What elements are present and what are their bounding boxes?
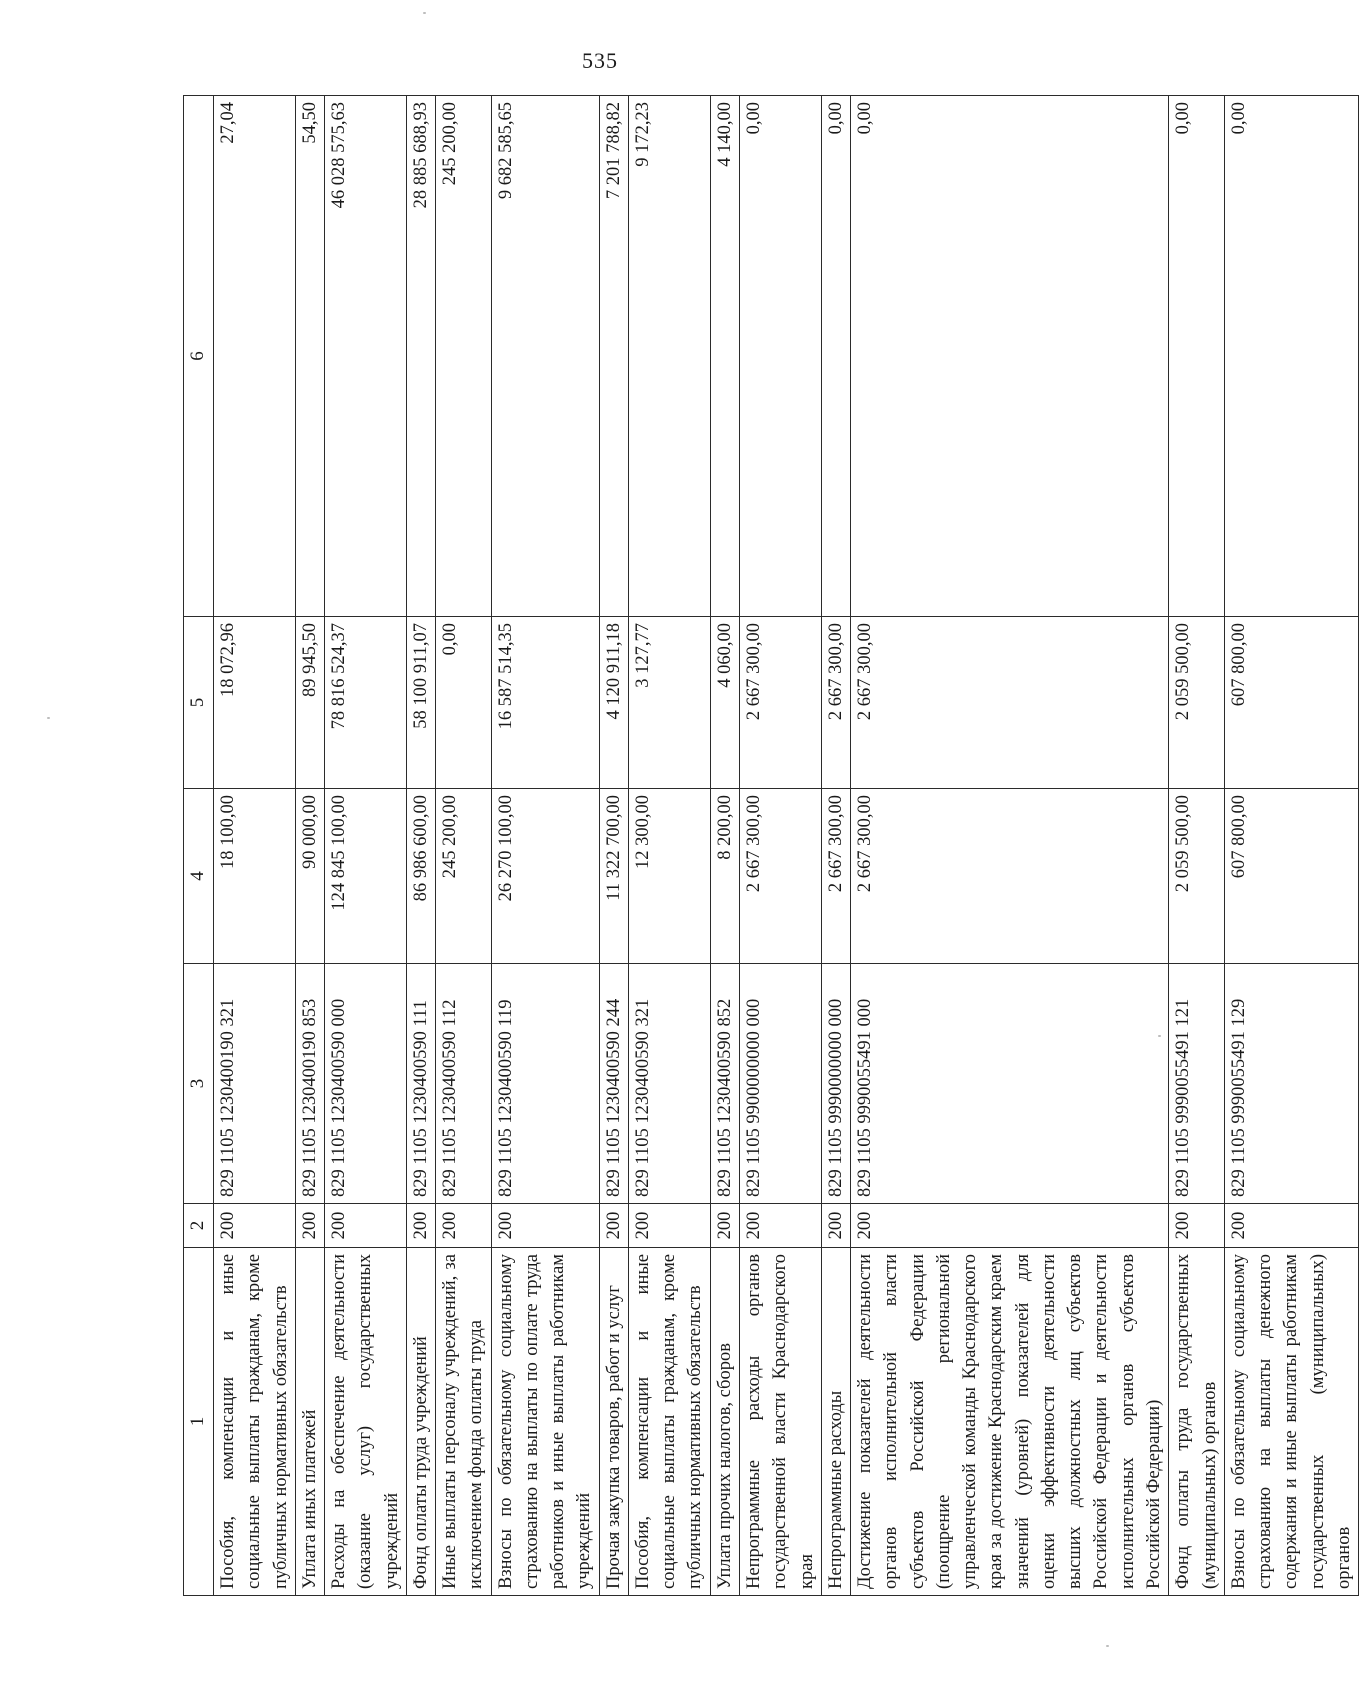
table-row bbox=[406, 96, 435, 1596]
page-number: 535 bbox=[582, 48, 618, 73]
table-row bbox=[821, 96, 850, 1596]
row-fact: 607 800,00 bbox=[1224, 617, 1358, 789]
table-row bbox=[436, 96, 492, 1596]
header-row bbox=[184, 96, 214, 1596]
row-kbk: 829 1105 1230400590 111 bbox=[406, 964, 435, 1204]
table-row bbox=[1224, 96, 1358, 1596]
row-rest: 28 885 688,93 bbox=[406, 96, 435, 617]
scan-speck bbox=[47, 717, 50, 719]
row-plan: 11 322 700,00 bbox=[599, 789, 628, 964]
row-kbk: 829 1105 1230400590 112 bbox=[436, 964, 492, 1204]
row-kbk: 829 1105 9990055491 000 bbox=[851, 964, 1169, 1204]
row-code: 200 bbox=[213, 1204, 295, 1248]
row-kbk: 829 1105 9990055491 121 bbox=[1169, 964, 1225, 1204]
row-fact: 2 667 300,00 bbox=[851, 617, 1169, 789]
row-name: Фонд оплаты труда учреждений bbox=[406, 1248, 435, 1596]
header-col-3: 3 bbox=[184, 964, 214, 1204]
table-row bbox=[1169, 96, 1225, 1596]
row-rest: 46 028 575,63 bbox=[325, 96, 407, 617]
row-kbk: 829 1105 9990000000 000 bbox=[821, 964, 850, 1204]
row-rest: 27,04 bbox=[213, 96, 295, 617]
header-col-6: 6 bbox=[184, 96, 214, 617]
row-code: 200 bbox=[436, 1204, 492, 1248]
row-fact: 2 059 500,00 bbox=[1169, 617, 1225, 789]
row-rest: 0,00 bbox=[821, 96, 850, 617]
row-name: Расходы на обеспечение деятельности (оказание услуг) государственных учреждений bbox=[325, 1248, 407, 1596]
row-plan: 2 667 300,00 bbox=[851, 789, 1169, 964]
row-name: Взносы по обязательному социальному страхованию на выплаты по оплате труда работников и иные выплаты работникам учреждений bbox=[491, 1248, 599, 1596]
row-plan: 8 200,00 bbox=[710, 789, 739, 964]
table-row bbox=[851, 96, 1169, 1596]
row-name: Взносы по обязательному социальному страхованию на выплаты денежного содержания и иные выплаты работникам государственных (муниципальных) органов bbox=[1224, 1248, 1358, 1596]
row-kbk: 829 1105 1230400190 321 bbox=[213, 964, 295, 1204]
row-code: 200 bbox=[325, 1204, 407, 1248]
row-name: Уплата иных платежей bbox=[295, 1248, 324, 1596]
row-name: Прочая закупка товаров, работ и услуг bbox=[599, 1248, 628, 1596]
table-row bbox=[491, 96, 599, 1596]
row-plan: 245 200,00 bbox=[436, 789, 492, 964]
row-code: 200 bbox=[740, 1204, 822, 1248]
row-kbk: 829 1105 1230400190 853 bbox=[295, 964, 324, 1204]
row-plan: 124 845 100,00 bbox=[325, 789, 407, 964]
row-plan: 2 059 500,00 bbox=[1169, 789, 1225, 964]
row-kbk: 829 1105 9900000000 000 bbox=[740, 964, 822, 1204]
row-kbk: 829 1105 1230400590 119 bbox=[491, 964, 599, 1204]
row-kbk: 829 1105 1230400590 244 bbox=[599, 964, 628, 1204]
row-fact: 4 120 911,18 bbox=[599, 617, 628, 789]
budget-table bbox=[183, 95, 1359, 1596]
header-col-2: 2 bbox=[184, 1204, 214, 1248]
row-plan: 86 986 600,00 bbox=[406, 789, 435, 964]
row-code: 200 bbox=[710, 1204, 739, 1248]
row-plan: 2 667 300,00 bbox=[821, 789, 850, 964]
row-name: Пособия, компенсации и иные социальные выплаты гражданам, кроме публичных нормативных обязательств bbox=[213, 1248, 295, 1596]
row-plan: 12 300,00 bbox=[628, 789, 710, 964]
row-code: 200 bbox=[851, 1204, 1169, 1248]
row-fact: 3 127,77 bbox=[628, 617, 710, 789]
row-fact: 18 072,96 bbox=[213, 617, 295, 789]
table-row bbox=[213, 96, 295, 1596]
row-code: 200 bbox=[1169, 1204, 1225, 1248]
row-plan: 18 100,00 bbox=[213, 789, 295, 964]
table-row bbox=[599, 96, 628, 1596]
row-rest: 0,00 bbox=[1224, 96, 1358, 617]
row-code: 200 bbox=[599, 1204, 628, 1248]
row-rest: 0,00 bbox=[740, 96, 822, 617]
header-col-5: 5 bbox=[184, 617, 214, 789]
table-row bbox=[628, 96, 710, 1596]
row-name: Пособия, компенсации и иные социальные выплаты гражданам, кроме публичных нормативных обязательств bbox=[628, 1248, 710, 1596]
table-row bbox=[295, 96, 324, 1596]
row-plan: 90 000,00 bbox=[295, 789, 324, 964]
table-row bbox=[710, 96, 739, 1596]
row-rest: 9 682 585,65 bbox=[491, 96, 599, 617]
row-plan: 607 800,00 bbox=[1224, 789, 1358, 964]
row-rest: 9 172,23 bbox=[628, 96, 710, 617]
row-name: Достижение показателей деятельности органов исполнительной власти субъектов Российской Федерации (поощрение региональной управленческой команды Краснодарского края за достижение Краснодарским краем значений (уровней) показателей для оценки эффективности деятельности высших должностных лиц субъектов Российской Федерации и деятельности исполнительных органов субъектов Российской Федерации) bbox=[851, 1248, 1169, 1596]
row-fact: 58 100 911,07 bbox=[406, 617, 435, 789]
row-name: Уплата прочих налогов, сборов bbox=[710, 1248, 739, 1596]
rotated-table-container bbox=[183, 96, 1354, 1596]
table-row bbox=[325, 96, 407, 1596]
row-rest: 4 140,00 bbox=[710, 96, 739, 617]
row-fact: 78 816 524,37 bbox=[325, 617, 407, 789]
row-plan: 2 667 300,00 bbox=[740, 789, 822, 964]
header-col-4: 4 bbox=[184, 789, 214, 964]
row-kbk: 829 1105 1230400590 000 bbox=[325, 964, 407, 1204]
row-code: 200 bbox=[406, 1204, 435, 1248]
row-rest: 54,50 bbox=[295, 96, 324, 617]
row-rest: 0,00 bbox=[1169, 96, 1225, 617]
row-code: 200 bbox=[295, 1204, 324, 1248]
row-rest: 7 201 788,82 bbox=[599, 96, 628, 617]
row-plan: 26 270 100,00 bbox=[491, 789, 599, 964]
row-fact: 4 060,00 bbox=[710, 617, 739, 789]
row-fact: 2 667 300,00 bbox=[821, 617, 850, 789]
row-fact: 89 945,50 bbox=[295, 617, 324, 789]
row-kbk: 829 1105 1230400590 321 bbox=[628, 964, 710, 1204]
header-col-1: 1 bbox=[184, 1248, 214, 1596]
row-code: 200 bbox=[628, 1204, 710, 1248]
row-kbk: 829 1105 1230400590 852 bbox=[710, 964, 739, 1204]
row-name: Непрограммные расходы bbox=[821, 1248, 850, 1596]
row-fact: 16 587 514,35 bbox=[491, 617, 599, 789]
row-name: Непрограммные расходы органов государственной власти Краснодарского края bbox=[740, 1248, 822, 1596]
row-code: 200 bbox=[821, 1204, 850, 1248]
row-rest: 245 200,00 bbox=[436, 96, 492, 617]
row-kbk: 829 1105 9990055491 129 bbox=[1224, 964, 1358, 1204]
row-fact: 0,00 bbox=[436, 617, 492, 789]
scan-speck bbox=[1158, 1035, 1161, 1037]
row-code: 200 bbox=[1224, 1204, 1358, 1248]
row-fact: 2 667 300,00 bbox=[740, 617, 822, 789]
row-name: Иные выплаты персоналу учреждений, за исключением фонда оплаты труда bbox=[436, 1248, 492, 1596]
scan-speck bbox=[423, 12, 426, 14]
scan-speck bbox=[1106, 1645, 1109, 1647]
row-rest: 0,00 bbox=[851, 96, 1169, 617]
table-row bbox=[740, 96, 822, 1596]
row-code: 200 bbox=[491, 1204, 599, 1248]
row-name: Фонд оплаты труда государственных (муниципальных) органов bbox=[1169, 1248, 1225, 1596]
